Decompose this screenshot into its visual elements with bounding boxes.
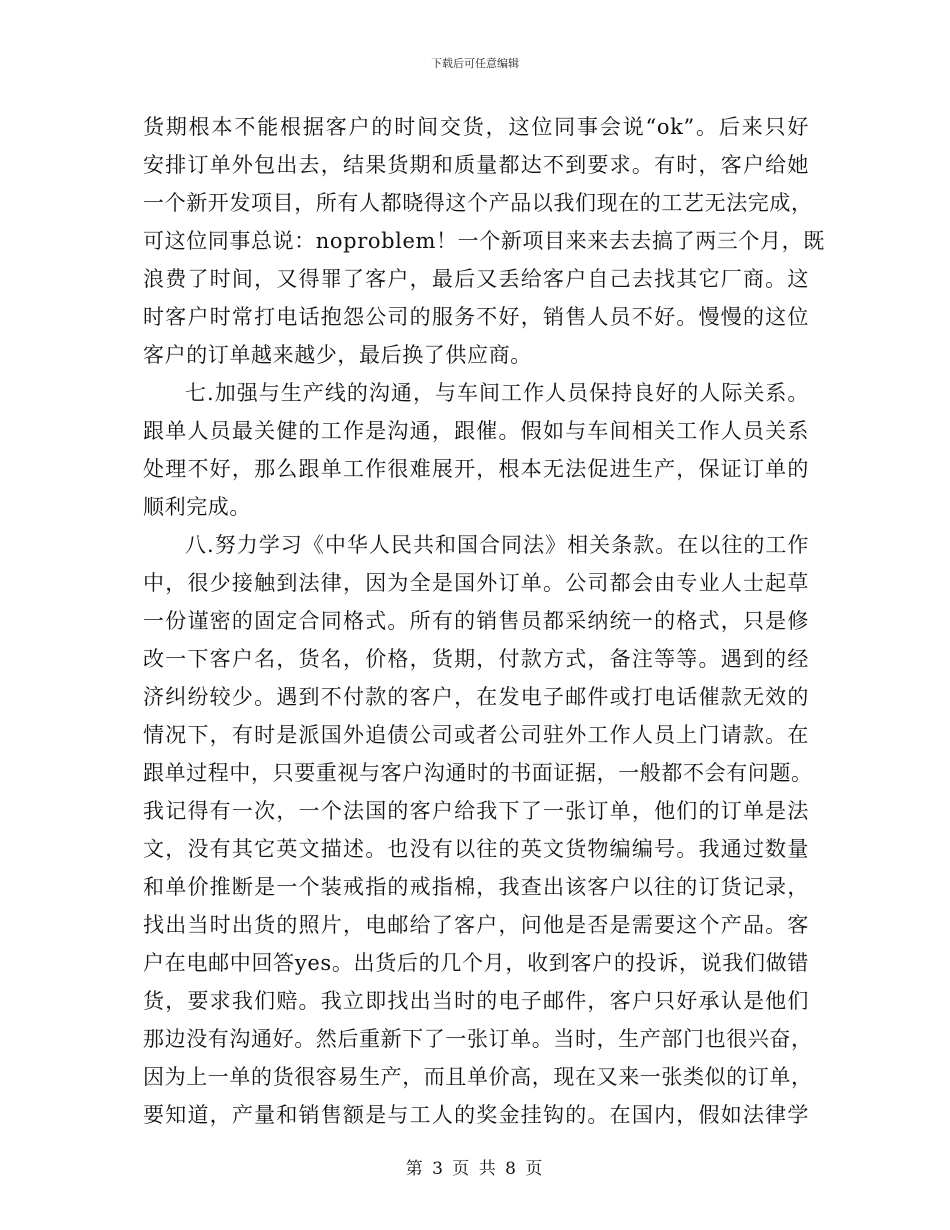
paragraph — [143, 374, 809, 526]
document-body — [143, 108, 825, 1134]
text-line: 可这位同事总说：noproblem！一个新项目来来去去搞了两三个月，既 — [143, 229, 825, 253]
text-line: 时客户时常打电话抱怨公司的服务不好，销售人员不好。慢慢的这位 — [143, 305, 809, 329]
text-line: 一份谨密的固定合同格式。所有的销售员都采纳统一的格式，只是修 — [143, 609, 809, 633]
text-line: 因为上一单的货很容易生产，而且单价高，现在又来一张类似的订单， — [143, 1065, 813, 1089]
text-line: 顺利完成。 — [143, 495, 251, 519]
text-line: 文，没有其它英文描述。也没有以往的英文货物编编号。我通过数量 — [143, 837, 809, 861]
text-line: 找出当时出货的照片，电邮给了客户，问他是否是需要这个产品。客 — [143, 913, 809, 937]
text-line: 和单价推断是一个装戒指的戒指棉，我查出该客户以往的订货记录， — [143, 875, 809, 899]
text-line: 货，要求我们赔。我立即找出当时的电子邮件，客户只好承认是他们 — [143, 989, 809, 1013]
text-line: 要知道，产量和销售额是与工人的奖金挂钩的。在国内，假如法律学 — [143, 1103, 809, 1127]
text-line: 改一下客户名，货名，价格，货期，付款方式，备注等等。遇到的经 — [143, 647, 809, 671]
text-line: 跟单过程中，只要重视与客户沟通时的书面证据，一般都不会有问题。 — [143, 761, 813, 785]
text-line: 八.努力学习《中华人民共和国合同法》相关条款。在以往的工作 — [185, 533, 809, 557]
page-header-note: 下载后可任意编辑 — [431, 57, 519, 70]
text-line: 七.加强与生产线的沟通，与车间工作人员保持良好的人际关系。 — [185, 381, 809, 405]
text-line: 客户的订单越来越少，最后换了供应商。 — [143, 343, 532, 367]
page-number-footer: 第 3 页 共 8 页 — [405, 1159, 545, 1179]
text-line: 浪费了时间，又得罪了客户，最后又丢给客户自己去找其它厂商。这 — [143, 267, 809, 291]
text-line: 处理不好，那么跟单工作很难展开，根本无法促进生产，保证订单的 — [143, 457, 809, 481]
text-line: 安排订单外包出去，结果货期和质量都达不到要求。有时，客户给她 — [143, 153, 809, 177]
text-line: 户在电邮中回答yes。出货后的几个月，收到客户的投诉，说我们做错 — [143, 951, 809, 975]
paragraph — [143, 108, 825, 374]
text-line: 跟单人员最关健的工作是沟通，跟催。假如与车间相关工作人员关系 — [143, 419, 809, 443]
text-line: 我记得有一次，一个法国的客户给我下了一张订单，他们的订单是法 — [143, 799, 809, 823]
text-line: 那边没有沟通好。然后重新下了一张订单。当时，生产部门也很兴奋， — [143, 1027, 813, 1051]
text-line: 济纠纷较少。遇到不付款的客户，在发电子邮件或打电话催款无效的 — [143, 685, 809, 709]
text-line: 情况下，有时是派国外追债公司或者公司驻外工作人员上门请款。在 — [143, 723, 809, 747]
text-line: 中，很少接触到法律，因为全是国外订单。公司都会由专业人士起草 — [143, 571, 809, 595]
paragraph — [143, 526, 813, 1134]
text-line: 货期根本不能根据客户的时间交货，这位同事会说“ok”。后来只好 — [143, 115, 809, 139]
text-line: 一个新开发项目，所有人都晓得这个产品以我们现在的工艺无法完成， — [143, 191, 813, 215]
